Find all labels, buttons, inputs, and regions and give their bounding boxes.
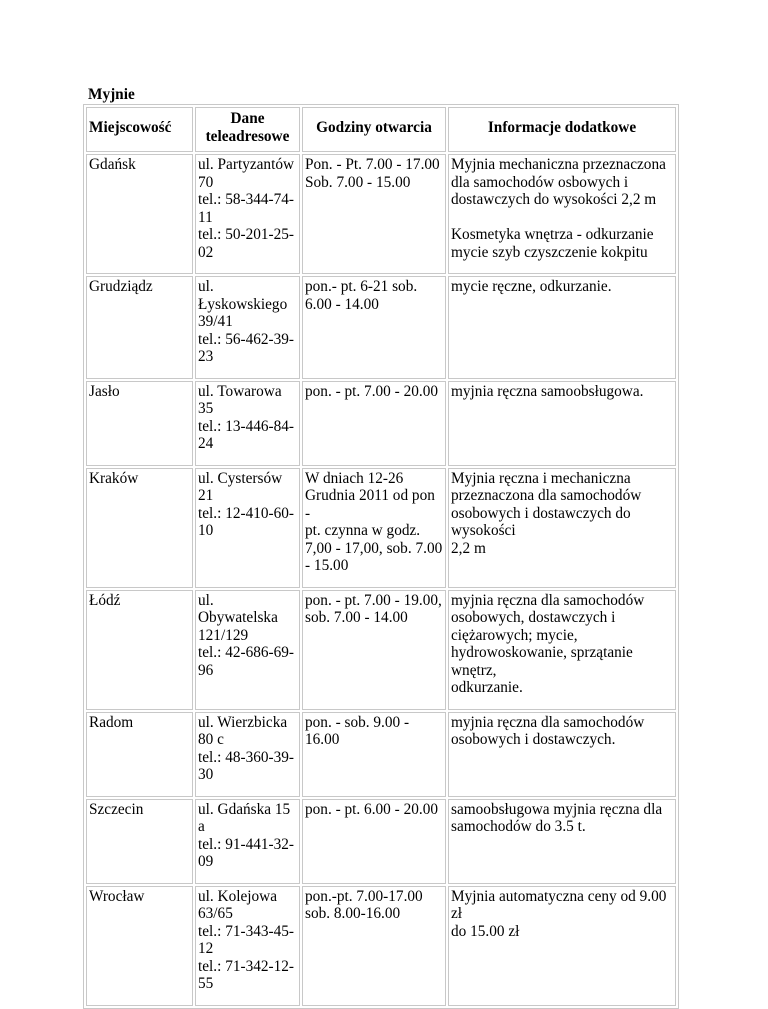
cell-city: Wrocław (86, 886, 193, 1006)
cell-hours: pon. - pt. 6.00 - 20.00 (302, 799, 446, 884)
cell-info: myjnia ręczna dla samochodów osobowych, dostawczych i ciężarowych; mycie, hydrowoskowanie, sprzątanie wnętrz, odkurzanie. (448, 590, 676, 710)
header-hours: Godziny otwarcia (302, 107, 446, 152)
table-caption: Myjnie (88, 86, 135, 103)
cell-info: mycie ręczne, odkurzanie. (448, 276, 676, 379)
cell-city: Grudziądz (86, 276, 193, 379)
cell-info: myjnia ręczna samoobsługowa. (448, 381, 676, 466)
table-row (86, 468, 676, 588)
cell-hours: pon. - pt. 7.00 - 20.00 (302, 381, 446, 466)
header-address: Dane teleadresowe (195, 107, 300, 152)
cell-info: Myjnia ręczna i mechaniczna przeznaczona dla samochodów osobowych i dostawczych do wysokości 2,2 m (448, 468, 676, 588)
cell-city: Jasło (86, 381, 193, 466)
table-row (86, 799, 676, 884)
cell-address: ul. Gdańska 15 a tel.: 91-441-32- 09 (195, 799, 300, 884)
table-row (86, 276, 676, 379)
cell-address: ul. Towarowa 35 tel.: 13-446-84- 24 (195, 381, 300, 466)
cell-address: ul. Cystersów 21 tel.: 12-410-60- 10 (195, 468, 300, 588)
cell-info: samoobsługowa myjnia ręczna dla samochodów do 3.5 t. (448, 799, 676, 884)
cell-info: Myjnia automatyczna ceny od 9.00 zł do 15.00 zł (448, 886, 676, 1006)
table-row (86, 886, 676, 1006)
cell-hours: pon. - sob. 9.00 - 16.00 (302, 712, 446, 797)
cell-hours: pon.-pt. 7.00-17.00 sob. 8.00-16.00 (302, 886, 446, 1006)
cell-city: Kraków (86, 468, 193, 588)
header-row (86, 107, 676, 152)
cell-address: ul. Łyskowskiego 39/41 tel.: 56-462-39- 23 (195, 276, 300, 379)
header-info: Informacje dodatkowe (448, 107, 676, 152)
table-row (86, 590, 676, 710)
header-city: Miejscowość (86, 107, 193, 152)
cell-city: Radom (86, 712, 193, 797)
cell-info: myjnia ręczna dla samochodów osobowych i dostawczych. (448, 712, 676, 797)
cell-address: ul. Kolejowa 63/65 tel.: 71-343-45- 12 tel.: 71-342-12- 55 (195, 886, 300, 1006)
table-row (86, 154, 676, 274)
cell-hours: pon.- pt. 6-21 sob. 6.00 - 14.00 (302, 276, 446, 379)
cell-city: Szczecin (86, 799, 193, 884)
table-row (86, 712, 676, 797)
cell-city: Łódź (86, 590, 193, 710)
cell-address: ul. Partyzantów 70 tel.: 58-344-74- 11 tel.: 50-201-25- 02 (195, 154, 300, 274)
car-wash-table (83, 104, 679, 1009)
cell-city: Gdańsk (86, 154, 193, 274)
cell-address: ul. Obywatelska 121/129 tel.: 42-686-69- 96 (195, 590, 300, 710)
cell-address: ul. Wierzbicka 80 c tel.: 48-360-39- 30 (195, 712, 300, 797)
table-row (86, 381, 676, 466)
cell-hours: W dniach 12-26 Grudnia 2011 od pon - pt. czynna w godz. 7,00 - 17,00, sob. 7.00 - 15.00 (302, 468, 446, 588)
cell-info: Myjnia mechaniczna przeznaczona dla samochodów osbowych i dostawczych do wysokości 2,2 m Kosmetyka wnętrza - odkurzanie mycie szyb czyszczenie kokpitu (448, 154, 676, 274)
cell-hours: Pon. - Pt. 7.00 - 17.00 Sob. 7.00 - 15.00 (302, 154, 446, 274)
cell-hours: pon. - pt. 7.00 - 19.00, sob. 7.00 - 14.00 (302, 590, 446, 710)
